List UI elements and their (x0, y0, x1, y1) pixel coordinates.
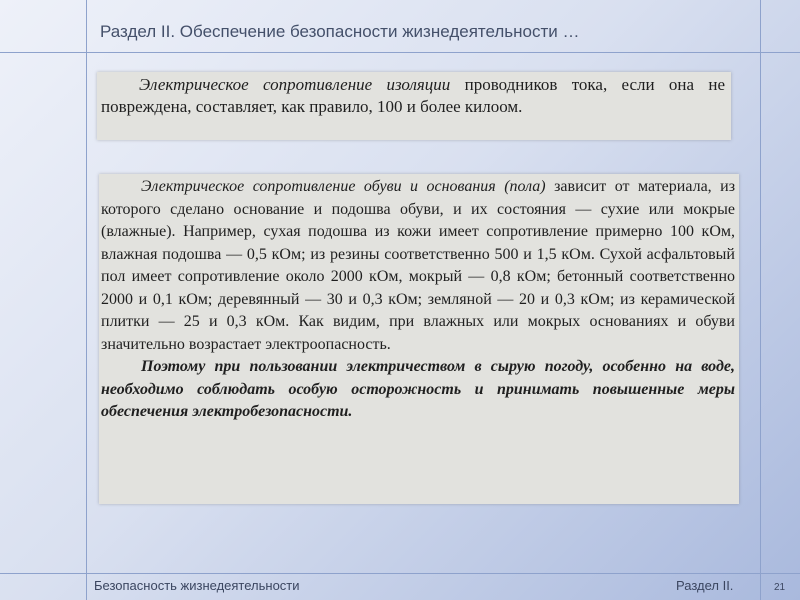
scanned-text-block-footwear (99, 174, 739, 504)
left-vertical-rule (86, 0, 87, 600)
footer-course-title: Безопасность жизнедеятельности (94, 578, 300, 593)
header-rule (0, 52, 800, 53)
footwear-lead: Электрическое сопротивление обуви и основания (пола) (141, 178, 546, 195)
insulation-paragraph (101, 74, 725, 118)
slide-title: Раздел II. Обеспечение безопасности жизнедеятельности … (100, 22, 580, 41)
right-vertical-rule (760, 0, 761, 600)
safety-paragraph: Поэтому при пользовании электричеством в сырую погоду, особенно на воде, необходимо соблюдать особую осторожность и принимать повышенные меры обеспечения электробезопасности. (101, 358, 735, 420)
footer-section: Раздел II. (676, 578, 734, 593)
insulation-lead: Электрическое сопротивление изоляции (139, 75, 451, 94)
insulation-rest: проводников тока, если она не повреждена, составляет, как правило, 100 и более килоом. (101, 75, 726, 116)
footer-rule (0, 573, 800, 574)
scanned-text-block-insulation (97, 72, 731, 140)
footwear-rest: зависит от материала, из которого сделано основание и подошва обуви, и их состояния — сухие или мокрые (влажные). Например, сухая подошва из кожи имеет сопротивление примерно 100 кОм, влажная подошва — 0,5 кОм; из резины соответственно 500 и 1,5 кОм. Сухой асфальтовый пол имеет сопротивление около 2000 кОм, мокрый — 0,8 кОм; бетонный соответственно 2000 и 0,1 кОм; деревянный — 30 и 0,3 кОм; земляной — 20 и 0,3 кОм; из керамической плитки — 25 и 0,3 кОм. Как видим, при влажных или мокрых основаниях и обуви значительно возрастает электроопасность. (101, 178, 736, 353)
page-number: 21 (774, 582, 786, 593)
footwear-paragraph (101, 176, 735, 356)
